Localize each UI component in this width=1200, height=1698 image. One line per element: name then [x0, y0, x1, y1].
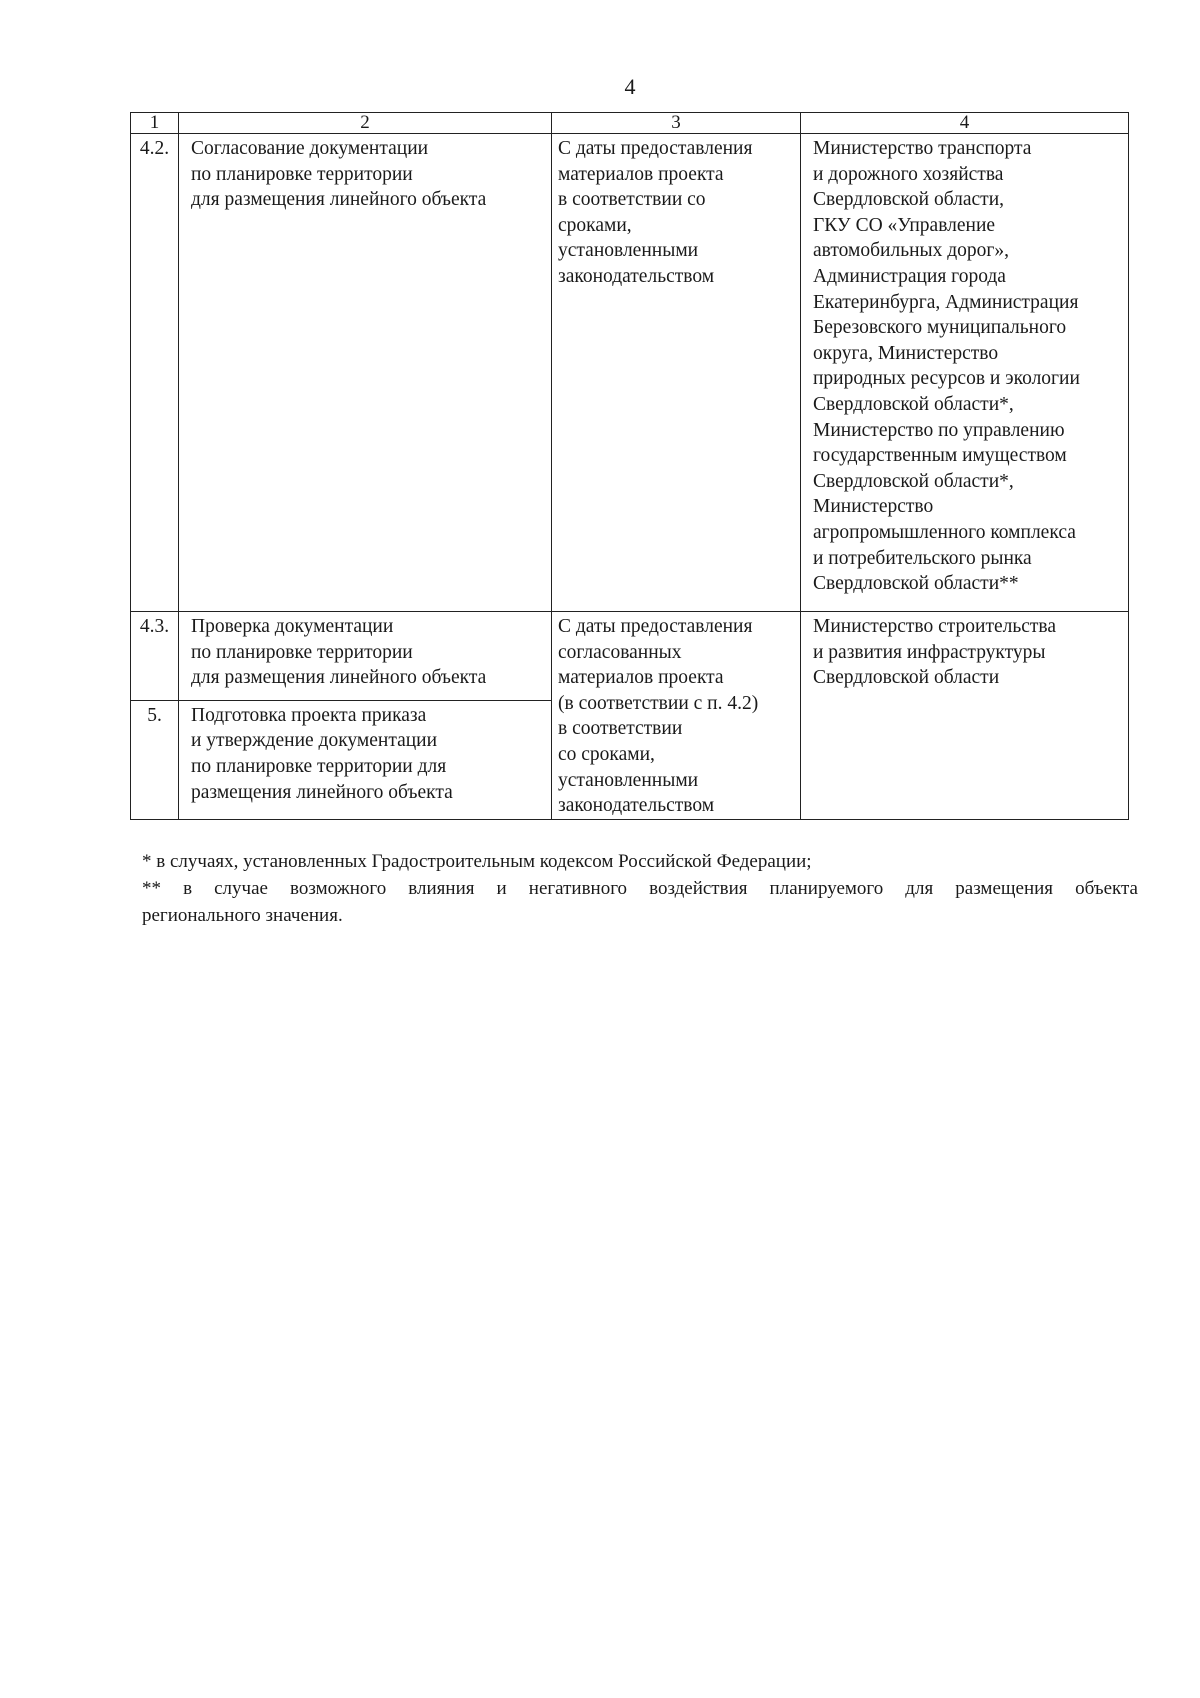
column-header: 3 [552, 113, 801, 134]
footnote-single-asterisk: * в случаях, установленных Градостроительным кодексом Российской Федерации; [142, 851, 812, 872]
page-number: 4 [624, 74, 636, 99]
stage-title: Согласование документации по планировке территории для размещения линейного объекта [179, 134, 552, 612]
stage-responsible: Министерство строительства и развития инфраструктуры Свердловской области [801, 612, 1129, 820]
table-header-row [131, 113, 1129, 134]
footnote-double-asterisk-continuation: регионального значения. [142, 905, 343, 926]
stage-term: С даты предоставления материалов проекта в соответствии со сроками, установленными законодательством [552, 134, 801, 612]
column-header: 2 [179, 113, 552, 134]
column-header: 1 [131, 113, 179, 134]
footnotes [142, 848, 1138, 929]
table-row [131, 612, 1129, 701]
stage-term: С даты предоставления согласованных материалов проекта (в соответствии с п. 4.2) в соответствии со сроками, установленными законодательством [552, 612, 801, 820]
column-header: 4 [801, 113, 1129, 134]
table-row [131, 134, 1129, 612]
stage-title: Проверка документации по планировке территории для размещения линейного объекта [179, 612, 552, 701]
row-number: 5. [131, 700, 179, 819]
row-number: 4.2. [131, 134, 179, 612]
row-number: 4.3. [131, 612, 179, 701]
footnote-double-asterisk: ** в случае возможного влияния и негативного воздействия планируемого для размещения объекта [142, 878, 1138, 899]
procedure-table [130, 112, 1129, 820]
stage-responsible: Министерство транспорта и дорожного хозяйства Свердловской области, ГКУ СО «Управление автомобильных дорог», Администрация города Екатеринбурга, Администрация Березовского муниципального округа, Министерство природных ресурсов и экологии Свердловской области*, Министерство по управлению государственным имуществом Свердловской области*, Министерство агропромышленного комплекса и потребительского рынка Свердловской области** [801, 134, 1129, 612]
stage-title: Подготовка проекта приказа и утверждение документации по планировке территории для размещения линейного объекта [179, 700, 552, 819]
